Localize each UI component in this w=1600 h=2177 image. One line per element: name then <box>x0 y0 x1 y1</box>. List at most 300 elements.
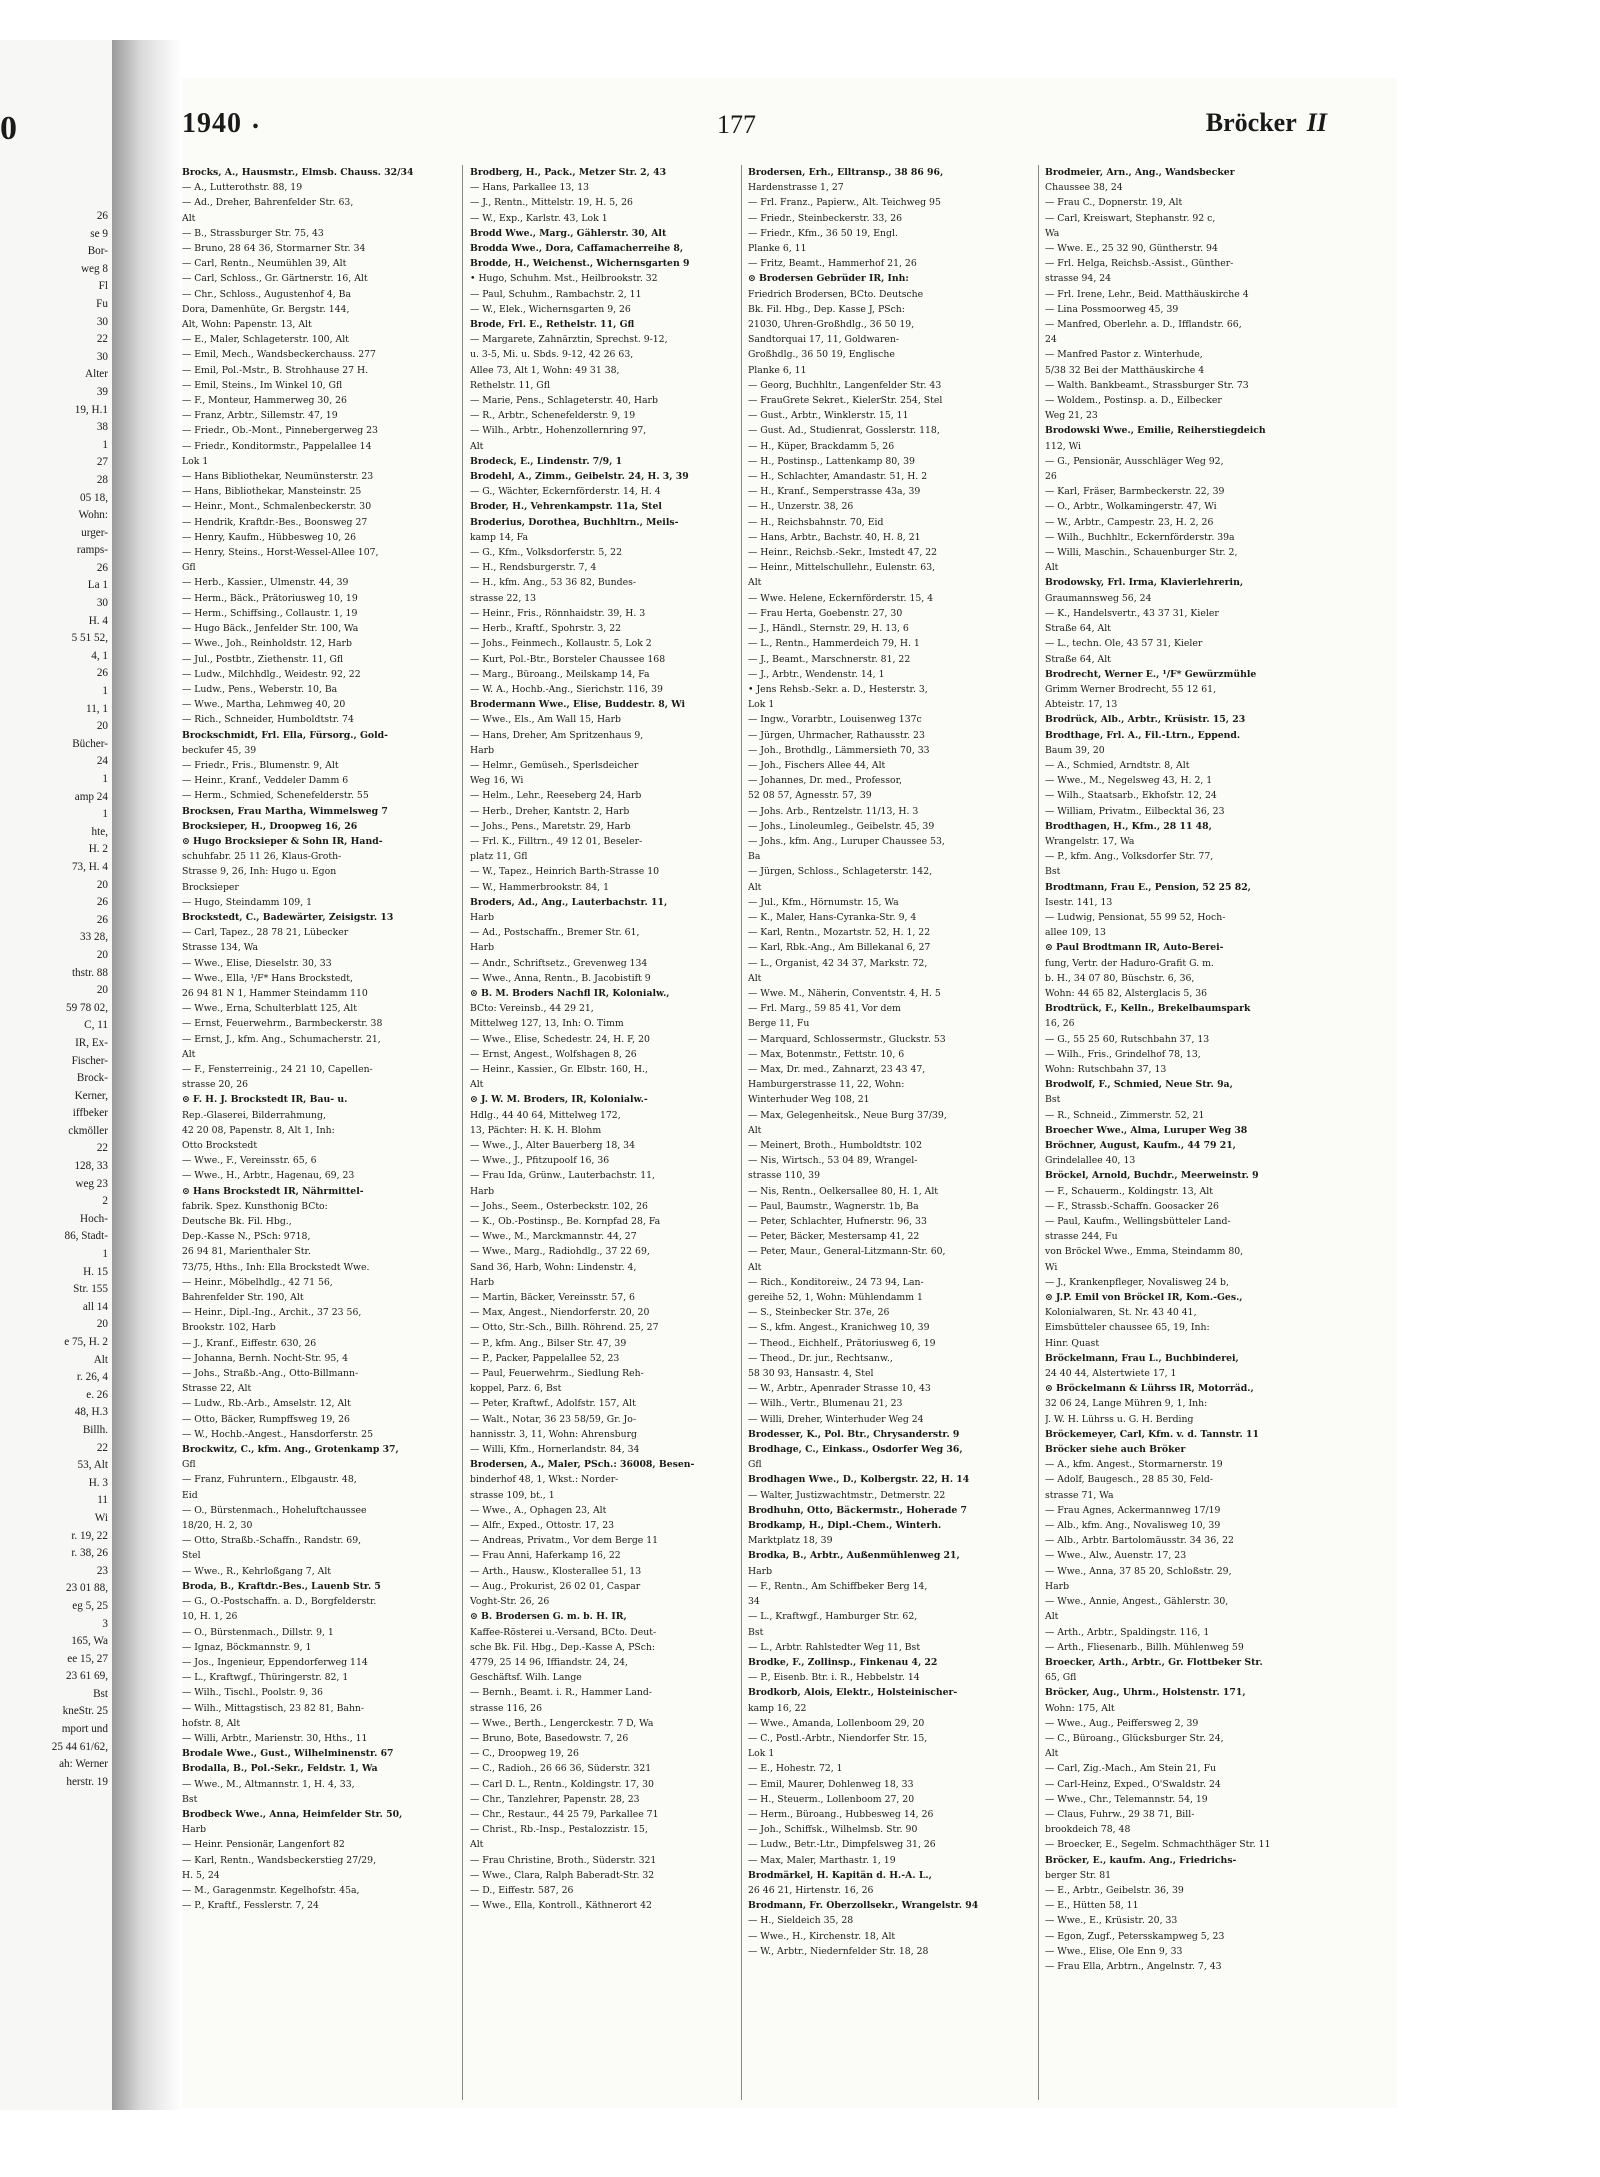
directory-entry-line: Alt <box>1045 1611 1059 1623</box>
directory-entry-line: — Herb., Kraftf., Spohrstr. 3, 22 <box>470 623 622 635</box>
directory-entry-line: 58 30 93, Hansastr. 4, Stel <box>748 1368 874 1380</box>
previous-page-line: Alter <box>85 368 108 381</box>
directory-entry-line: Strasse 134, Wa <box>182 942 259 954</box>
directory-entry-line: — F., Strassb.-Schaffn. Goosacker 26 <box>1045 1200 1219 1212</box>
directory-entry-line: Hdlg., 44 40 64, Mittelweg 172, <box>470 1109 621 1121</box>
directory-entry-line: — Henry, Steins., Horst-Wessel-Allee 107, <box>182 547 379 559</box>
directory-entry-line: Bst <box>748 1626 764 1638</box>
directory-entry-line: — Hugo, Steindamm 109, 1 <box>182 896 313 908</box>
previous-page-line: 30 <box>96 597 108 610</box>
directory-entry-line: — Johs., Seem., Osterbeckstr. 102, 26 <box>470 1200 648 1212</box>
directory-entry-line: Alt <box>748 577 762 589</box>
directory-entry-line: — W., Arbtr., Campestr. 23, H. 2, 26 <box>1045 516 1214 528</box>
directory-entry-line: — Paul, Schuhm., Rambachstr. 2, 11 <box>470 288 642 300</box>
directory-column-3 <box>748 165 1000 2100</box>
previous-page-line: 1 <box>102 1248 108 1261</box>
directory-entry-line: — Wwe., Els., Am Wall 15, Harb <box>470 714 621 726</box>
directory-entry-line: Brodkorb, Alois, Elektr., Holsteinischer- <box>748 1687 958 1699</box>
directory-entry-line: 26 94 81, Marienthaler Str. <box>182 1246 311 1258</box>
directory-entry-line: — S., Steinbecker Str. 37e, 26 <box>748 1307 890 1319</box>
directory-entry-line: — H., Kranf., Semperstrasse 43a, 39 <box>748 486 921 498</box>
directory-entry-line: Alt <box>748 1124 762 1136</box>
directory-entry-line: Lok 1 <box>182 455 209 467</box>
directory-entry-line: — Frau Ella, Arbtrn., Angelnstr. 7, 43 <box>1045 1960 1222 1972</box>
previous-page-line: Fu <box>96 297 108 310</box>
directory-entry-line: Abteistr. 17, 13 <box>1045 699 1118 711</box>
directory-entry-line: — A., Schmied, Arndtstr. 8, Alt <box>1045 759 1190 771</box>
directory-entry-line: Dora, Damenhüte, Gr. Bergstr. 144, <box>182 303 350 315</box>
page-year: 1940 <box>182 108 242 139</box>
directory-entry-line: — Ludw., Rb.-Arb., Amselstr. 12, Alt <box>182 1398 351 1410</box>
directory-entry-line: — Max, Maler, Marthastr. 1, 19 <box>748 1854 896 1866</box>
directory-entry-line: — Carl, Zig.-Mach., Am Stein 21, Fu <box>1045 1763 1217 1775</box>
directory-entry-line: Eimsbütteler chaussee 65, 19, Inh: <box>1045 1322 1210 1334</box>
directory-entry-line: — Claus, Fuhrw., 29 38 71, Bill- <box>1045 1808 1195 1820</box>
directory-entry-line: — Wilh., Arbtr., Hohenzollernring 97, <box>470 425 647 437</box>
directory-entry-line: Harb <box>470 744 495 756</box>
directory-entry-line: kamp 16, 22 <box>748 1702 807 1714</box>
directory-entry-line: — Ludw., Betr.-Ltr., Dimpfelsweg 31, 26 <box>748 1839 936 1851</box>
directory-entry-line: — Frl. Irene, Lehr., Beid. Matthäuskirche 4 <box>1045 288 1249 300</box>
directory-entry-line: — H., Reichsbahnstr. 70, Eid <box>748 516 884 528</box>
directory-entry-line: koppel, Parz. 6, Bst <box>470 1383 562 1395</box>
directory-entry-line: — C., Radioh., 26 66 36, Süderstr. 321 <box>470 1763 652 1775</box>
directory-entry-line: Alt <box>1045 562 1059 574</box>
directory-entry-line: — Ernst, Feuerwehrm., Barmbeckerstr. 38 <box>182 1018 383 1030</box>
directory-entry-line: Bröcker, E., kaufm. Ang., Friedrichs- <box>1045 1854 1237 1866</box>
directory-entry-line: — Carl D. L., Rentn., Koldingstr. 17, 30 <box>470 1778 654 1790</box>
directory-entry-line: — Friedr., Konditormstr., Pappelallee 14 <box>182 440 372 452</box>
directory-entry-line: — Marg., Büroang., Meilskamp 14, Fa <box>470 668 650 680</box>
previous-page-line: H. 3 <box>88 1476 108 1489</box>
directory-entry-line: — O., Bürstenmach., Hoheluftchaussee <box>182 1504 367 1516</box>
directory-entry-line: — H., Unzerstr. 38, 26 <box>748 501 854 513</box>
previous-page-line: 22 <box>96 1441 108 1454</box>
directory-entry-line: — Frl. K., Filltrn., 49 12 01, Beseler- <box>470 835 643 847</box>
directory-entry-line: — Johs., kfm. Ang., Luruper Chaussee 53, <box>748 835 945 847</box>
directory-entry-line: Brode, Frl. E., Rethelstr. 11, Gfl <box>470 319 635 331</box>
directory-entry-line: — Ad., Dreher, Bahrenfelder Str. 63, <box>182 197 354 209</box>
directory-entry-line: Brodke, F., Zollinsp., Finkenau 4, 22 <box>748 1656 938 1668</box>
previous-page-line: 26 <box>96 210 108 222</box>
directory-entry-line: Stel <box>182 1550 201 1562</box>
directory-entry-line: — Arth., Fliesenarb., Billh. Mühlenweg 59 <box>1045 1641 1244 1653</box>
previous-page-line: 1 <box>102 808 108 821</box>
previous-page-line: 5 51 52, <box>71 632 108 645</box>
directory-entry-line: — Aug., Prokurist, 26 02 01, Caspar <box>470 1580 641 1592</box>
previous-page-line: Str. 155 <box>73 1283 108 1296</box>
directory-entry-line: — Jürgen, Schloss., Schlageterstr. 142, <box>748 866 933 878</box>
directory-entry-line: — J., Beamt., Marschnerstr. 81, 22 <box>748 653 911 665</box>
directory-entry-line: Alt <box>748 972 762 984</box>
directory-entry-line: Brodhage, C., Einkass., Osdorfer Weg 36, <box>748 1444 963 1456</box>
directory-entry-line: Brodersen, A., Maler, PSch.: 36008, Besen- <box>470 1459 695 1471</box>
directory-entry-line: — Alb., Arbtr. Bartolomäusstr. 34 36, 22 <box>1045 1535 1234 1547</box>
directory-column-2 <box>470 165 722 2100</box>
directory-entry-line: ⊙ B. Brodersen G. m. b. H. IR, <box>470 1611 627 1623</box>
directory-entry-line: ⊙ Hans Brockstedt IR, Nährmittel- <box>182 1185 364 1197</box>
directory-entry-line: Brookstr. 102, Harb <box>182 1322 276 1334</box>
directory-entry-line: Planke 6, 11 <box>748 243 807 255</box>
previous-page-line: Hoch- <box>80 1212 108 1225</box>
directory-entry-line: Harb <box>470 911 495 923</box>
directory-entry-line: — Margarete, Zahnärztin, Sprechst. 9-12, <box>470 334 668 346</box>
directory-entry-line: — F., Fensterreinig., 24 21 10, Capellen- <box>182 1063 373 1075</box>
directory-entry-line: — K., Ob.-Postinsp., Be. Kornpfad 28, Fa <box>470 1216 661 1228</box>
directory-entry-line: 4779, 25 14 96, Iffiandstr. 24, 24, <box>470 1656 628 1668</box>
directory-entry-line: — Frl. Helga, Reichsb.-Assist., Günther- <box>1045 258 1234 270</box>
directory-entry-line: — Frau Anni, Haferkamp 16, 22 <box>470 1550 621 1562</box>
directory-entry-line: Gfl <box>182 562 196 574</box>
directory-entry-line: — Paul, Feuerwehrm., Siedlung Reh- <box>470 1368 644 1380</box>
previous-page-line: Wi <box>94 1511 108 1524</box>
previous-page-line: 11, 1 <box>86 702 108 715</box>
previous-page-line: Alt <box>93 1353 108 1366</box>
previous-page-line: 23 61 69, <box>66 1670 108 1683</box>
directory-entry-line: Harb <box>470 1276 495 1288</box>
directory-entry-line: Alt <box>182 1048 196 1060</box>
directory-entry-line: — R., Schneid., Zimmerstr. 52, 21 <box>1045 1109 1205 1121</box>
previous-page-line: 26 <box>96 561 108 574</box>
directory-entry-line: — L., Rentn., Hammerdeich 79, H. 1 <box>748 638 920 650</box>
directory-entry-line: — Joh., Fischers Allee 44, Alt <box>748 759 886 771</box>
directory-entry-line: u. 3-5, Mi. u. Sbds. 9-12, 42 26 63, <box>470 349 634 361</box>
directory-entry-line: — W., Elek., Wichernsgarten 9, 26 <box>470 303 631 315</box>
previous-page-line: 11 <box>97 1494 108 1507</box>
previous-page-line: Bst <box>93 1687 108 1700</box>
directory-entry-line: — Wwe., Elise, Schedestr. 24, H. F, 20 <box>470 1033 650 1045</box>
directory-entry-line: — Johs., Linoleumleg., Geibelstr. 45, 39 <box>748 820 935 832</box>
directory-entry-line: Rep.-Glaserei, Bilderrahmung, <box>182 1109 326 1121</box>
directory-entry-line: — Hans, Parkallee 13, 13 <box>470 182 590 194</box>
directory-entry-line: — H., Küper, Brackdamm 5, 26 <box>748 440 895 452</box>
previous-page-line: e 75, H. 2 <box>64 1336 108 1348</box>
directory-entry-line: — Heinr., Kranf., Veddeler Damm 6 <box>182 775 349 787</box>
directory-entry-line: 73/75, Hths., Inh: Ella Brockstedt Wwe. <box>182 1261 370 1273</box>
directory-entry-line: Brodhuhn, Otto, Bäckermstr., Hoherade 7 <box>748 1504 967 1516</box>
directory-entry-line: Großhdlg., 36 50 19, Englische <box>748 349 895 361</box>
directory-entry-line: • Jens Rehsb.-Sekr. a. D., Hesterstr. 3, <box>748 683 928 695</box>
directory-entry-line: — Marie, Pens., Schlageterstr. 40, Harb <box>470 395 658 407</box>
directory-entry-line: 34 <box>748 1596 760 1608</box>
directory-entry-line: — Paul, Baumstr., Wagnerstr. 1b, Ba <box>748 1200 919 1212</box>
directory-entry-line: Chaussee 38, 24 <box>1045 182 1123 194</box>
previous-page-line: C, 11 <box>84 1019 108 1032</box>
directory-entry-line: — Wwe., M., Altmannstr. 1, H. 4, 33, <box>182 1778 355 1790</box>
previous-page-line: Kerner, <box>74 1089 108 1102</box>
directory-entry-line: — Walt., Notar, 36 23 58/59, Gr. Jo- <box>470 1413 636 1425</box>
directory-entry-line: brookdeich 78, 48 <box>1045 1824 1131 1836</box>
directory-entry-line: Brodda Wwe., Dora, Caffamacherreihe 8, <box>470 243 684 255</box>
directory-entry-line: Bröckel, Arnold, Buchdr., Meerweinstr. 9 <box>1045 1170 1259 1182</box>
directory-entry-line: Wohn: 44 65 82, Alsterglacis 5, 36 <box>1045 987 1208 999</box>
directory-entry-line: — Karl, Rbk.-Ang., Am Billekanal 6, 27 <box>748 942 931 954</box>
directory-entry-line: Bahrenfelder Str. 190, Alt <box>182 1292 304 1304</box>
directory-entry-line: schuhfabr. 25 11 26, Klaus-Groth- <box>182 851 342 863</box>
directory-entry-line: — P., kfm. Ang., Bilser Str. 47, 39 <box>470 1337 627 1349</box>
previous-page-line: ckmöller <box>68 1124 108 1137</box>
directory-entry-line: — Meinert, Broth., Humboldtstr. 102 <box>748 1140 922 1151</box>
directory-entry-line: 26 94 81 N 1, Hammer Steindamm 110 <box>182 987 368 999</box>
directory-entry-line: — Willi, Arbtr., Marienstr. 30, Hths., 11 <box>182 1732 368 1744</box>
previous-page-line: 48, H.3 <box>74 1406 108 1419</box>
directory-entry-line: — Carl, Tapez., 28 78 21, Lübecker <box>182 927 349 939</box>
directory-entry-line: Weg 21, 23 <box>1045 410 1098 422</box>
directory-entry-line: — C., Büroang., Glücksburger Str. 24, <box>1045 1732 1224 1744</box>
directory-entry-line: — Jul., Postbtr., Ziethenstr. 11, Gfl <box>182 653 344 665</box>
previous-page-line: 05 18, <box>80 491 108 504</box>
directory-entry-line: — Wwe., Chr., Telemannstr. 54, 19 <box>1045 1793 1208 1805</box>
directory-entry-line: — J., Arbtr., Wendenstr. 14, 1 <box>748 668 885 680</box>
previous-page-line: H. 4 <box>88 614 108 627</box>
directory-entry-line: Weg 16, Wi <box>470 775 524 787</box>
directory-entry-line: — Karl, Fräser, Barmbeckerstr. 22, 39 <box>1045 486 1225 498</box>
directory-entry-line: Broda, B., Kraftdr.-Bes., Lauenb Str. 5 <box>182 1580 381 1592</box>
previous-page-line: all 14 <box>82 1300 108 1313</box>
directory-entry-line: Harb <box>1045 1580 1070 1592</box>
directory-entry-line: — Egon, Zugf., Petersskampweg 5, 23 <box>1045 1930 1225 1942</box>
directory-entry-line: — Wwe., Anna, 37 85 20, Schloßstr. 29, <box>1045 1565 1232 1577</box>
directory-entry-line: Berge 11, Fu <box>748 1018 810 1030</box>
directory-entry-line: Brodalla, B., Pol.-Sekr., Feldstr. 1, Wa <box>182 1763 378 1775</box>
directory-entry-line: Bk. Fil. Hbg., Dep. Kasse J, PSch: <box>748 303 905 315</box>
previous-page-line: 26 <box>96 896 108 909</box>
directory-entry-line: Brodberg, H., Pack., Metzer Str. 2, 43 <box>470 167 667 178</box>
directory-entry-line: — Martin, Bäcker, Vereinsstr. 57, 6 <box>470 1292 635 1304</box>
directory-entry-line: Brodde, H., Weichenst., Wichernsgarten 9 <box>470 258 690 270</box>
directory-entry-line: — J., Rentn., Mittelstr. 19, H. 5, 26 <box>470 197 633 209</box>
previous-page-line: 23 <box>96 1564 108 1577</box>
directory-entry-line: Grimm Werner Brodrecht, 55 12 61, <box>1045 683 1217 695</box>
previous-page-line: 59 78 02, <box>66 1001 108 1014</box>
previous-page-line: 20 <box>96 878 108 891</box>
directory-entry-line: — E., Maler, Schlageterstr. 100, Alt <box>182 334 349 346</box>
directory-entry-line: 18/20, H. 2, 30 <box>182 1520 253 1532</box>
directory-entry-line: Gfl <box>748 1459 762 1471</box>
directory-entry-line: — W., Arbtr., Apenrader Strasse 10, 43 <box>748 1383 931 1395</box>
directory-entry-line: — Wwe. Helene, Eckernförderstr. 15, 4 <box>748 592 934 604</box>
directory-entry-line: — K., Handelsvertr., 43 37 31, Kieler <box>1045 607 1219 619</box>
directory-entry-line: Lok 1 <box>748 699 775 711</box>
directory-entry-line: Alt <box>470 440 484 452</box>
previous-page-line: ramps- <box>76 544 108 557</box>
directory-entry-line: — Andr., Schriftsetz., Grevenweg 134 <box>470 957 648 969</box>
directory-entry-line: — Friedr., Ob.-Mont., Pinnebergerweg 23 <box>182 425 378 437</box>
directory-entry-line: — Ingw., Vorarbtr., Louisenweg 137c <box>748 714 922 726</box>
directory-entry-line: Brockschmidt, Frl. Ella, Fürsorg., Gold- <box>182 729 389 741</box>
directory-entry-line: Bst <box>1045 866 1061 878</box>
previous-page-line: 27 <box>96 456 108 469</box>
directory-entry-line: Brodowsky, Frl. Irma, Klavierlehrerin, <box>1045 577 1244 589</box>
directory-entry-line: — Frl. Marg., 59 85 41, Vor dem <box>748 1003 901 1015</box>
previous-page-line: 73, H. 4 <box>71 860 108 873</box>
directory-entry-line: berger Str. 81 <box>1045 1869 1112 1881</box>
previous-page-line: amp 24 <box>74 790 108 803</box>
previous-page-line: r. 19, 22 <box>71 1529 108 1542</box>
directory-entry-line: — M., Garagenmstr. Kegelhofstr. 45a, <box>182 1884 360 1896</box>
directory-entry-line: — Carl-Heinz, Exped., O'Swaldstr. 24 <box>1045 1778 1221 1790</box>
directory-entry-line: — Hendrik, Kraftdr.-Bes., Boonsweg 27 <box>182 516 368 528</box>
directory-entry-line: — C., Postl.-Arbtr., Niendorfer Str. 15, <box>748 1732 928 1744</box>
previous-page-line: iffbeker <box>72 1107 108 1120</box>
directory-entry-line: — Otto, Straßb.-Schaffn., Randstr. 69, <box>182 1535 362 1547</box>
directory-entry-line: — Chr., Tanzlehrer, Papenstr. 28, 23 <box>470 1793 640 1805</box>
directory-entry-line: — Herm., Schiffsing., Collaustr. 1, 19 <box>182 607 358 619</box>
previous-page-line: 1 <box>102 685 108 698</box>
directory-entry-line: strasse 116, 26 <box>470 1702 542 1714</box>
directory-entry-line: strasse 20, 26 <box>182 1079 249 1091</box>
directory-entry-line: Brodowski Wwe., Emilie, Reiherstiegdeich <box>1045 425 1266 437</box>
directory-entry-line: Harb <box>470 942 495 954</box>
directory-entry-line: — H., Rendsburgerstr. 7, 4 <box>470 562 597 574</box>
directory-entry-line: — Wwe., Erna, Schulterblatt 125, Alt <box>182 1003 357 1015</box>
directory-entry-line: — Emil, Maurer, Dohlenweg 18, 33 <box>748 1778 914 1790</box>
directory-entry-line: — P., Eisenb. Btr. i. R., Hebbelstr. 14 <box>748 1672 920 1684</box>
directory-entry-line: 5/38 32 Bei der Matthäuskirche 4 <box>1045 364 1205 376</box>
directory-entry-line: Wrangelstr. 17, Wa <box>1045 835 1135 847</box>
directory-entry-line: — W., Tapez., Heinrich Barth-Strasse 10 <box>470 866 660 878</box>
directory-entry-line: — Joh., Brothdlg., Lämmersieth 70, 33 <box>748 744 930 756</box>
directory-entry-line: — Frau Herta, Goebenstr. 27, 30 <box>748 607 903 619</box>
previous-page-line: se 9 <box>90 227 108 240</box>
directory-entry-line: fabrik. Spez. Kunsthonig BCto: <box>182 1200 328 1212</box>
directory-entry-line: Wohn: 175, Alt <box>1045 1702 1115 1714</box>
directory-entry-line: Allee 73, Alt 1, Wohn: 49 31 38, <box>470 364 620 376</box>
previous-page-line: 22 <box>96 333 108 346</box>
directory-entry-line: — Gust., Arbtr., Winklerstr. 15, 11 <box>748 410 909 422</box>
directory-entry-line: Wohn: Rutschbahn 37, 13 <box>1045 1063 1167 1075</box>
directory-entry-line: Harb <box>182 1824 207 1836</box>
directory-entry-line: 26 46 21, Hirtenstr. 16, 26 <box>748 1884 874 1896</box>
directory-entry-line: — Wwe. M., Näherin, Conventstr. 4, H. 5 <box>748 987 941 999</box>
directory-entry-line: 42 20 08, Papenstr. 8, Alt 1, Inh: <box>182 1124 335 1136</box>
directory-entry-line: — K., Maler, Hans-Cyranka-Str. 9, 4 <box>748 911 917 923</box>
directory-entry-line: — L., techn. Ole, 43 57 31, Kieler <box>1045 638 1203 650</box>
directory-entry-line: — Wwe., H., Arbtr., Hagenau, 69, 23 <box>182 1170 355 1182</box>
directory-entry-line: — J., Kranf., Eiffestr. 630, 26 <box>182 1337 317 1349</box>
directory-entry-line: von Bröckel Wwe., Emma, Steindamm 80, <box>1045 1246 1244 1258</box>
directory-entry-line: Kaffee-Rösterei u.-Versand, BCto. Deut- <box>470 1626 657 1638</box>
directory-entry-line: — G., Wächter, Eckernförderstr. 14, H. 4 <box>470 486 661 498</box>
directory-entry-line: Grindelallee 40, 13 <box>1045 1155 1136 1167</box>
directory-entry-line: Gfl <box>182 1459 196 1471</box>
directory-entry-line: Sand 36, Harb, Wohn: Lindenstr. 4, <box>470 1261 637 1273</box>
directory-entry-line: Strasse 9, 26, Inh: Hugo u. Egon <box>182 866 337 878</box>
directory-entry-line: — Alfr., Exped., Ottostr. 17, 23 <box>470 1520 615 1532</box>
directory-entry-line: — Carl, Schloss., Gr. Gärtnerstr. 16, Alt <box>182 273 368 285</box>
directory-entry-line: — Johanna, Bernh. Nocht-Str. 95, 4 <box>182 1352 349 1364</box>
directory-entry-line: — Wilh., Tischl., Poolstr. 9, 36 <box>182 1687 323 1699</box>
directory-entry-line: Graumannsweg 56, 24 <box>1045 592 1152 604</box>
directory-entry-line: — Wwe., J., Pfitzupoolf 16, 36 <box>470 1155 610 1167</box>
directory-entry-line: Hamburgerstrasse 11, 22, Wohn: <box>748 1079 905 1091</box>
directory-entry-line: — Wilh., Buchhltr., Eckernförderstr. 39a <box>1045 531 1235 543</box>
directory-entry-line: — Wwe., Annie, Angest., Gählerstr. 30, <box>1045 1596 1229 1608</box>
previous-page-line: 33 28, <box>80 931 108 944</box>
directory-entry-line: Eid <box>182 1489 198 1501</box>
directory-entry-line: Brodthage, Frl. A., Fil.-Ltrn., Eppend. <box>1045 729 1241 741</box>
directory-entry-line: — Helmr., Gemüseh., Sperlsdeicher <box>470 759 639 771</box>
directory-entry-line: sche Bk. Fil. Hbg., Dep.-Kasse A, PSch: <box>470 1641 656 1653</box>
directory-entry-line: Friedrich Brodersen, BCto. Deutsche <box>748 288 924 300</box>
year-separator: . <box>252 104 259 135</box>
directory-entry-line: — Wwe., Joh., Reinholdstr. 12, Harb <box>182 638 352 650</box>
directory-entry-line: 10, H. 1, 26 <box>182 1611 238 1623</box>
directory-entry-line: strasse 244, Fu <box>1045 1231 1118 1243</box>
directory-entry-line: — Alb., kfm. Ang., Novalisweg 10, 39 <box>1045 1520 1221 1532</box>
directory-entry-line: — Ignaz, Böckmannstr. 9, 1 <box>182 1641 312 1653</box>
directory-entry-line: — FrauGrete Sekret., KielerStr. 254, Stel <box>748 395 943 407</box>
directory-entry-line: — L., Organist, 42 34 37, Markstr. 72, <box>748 957 928 969</box>
directory-entry-line: — Wwe., M., Marckmannstr. 44, 27 <box>470 1231 637 1243</box>
directory-entry-line: binderhof 48, 1, Wkst.: Norder- <box>470 1474 619 1486</box>
previous-page-line: 4, 1 <box>91 649 108 662</box>
directory-entry-line: Baum 39, 20 <box>1045 744 1105 756</box>
previous-page-line: 20 <box>96 948 108 961</box>
directory-entry-line: hannisstr. 3, 11, Wohn: Ahrensburg <box>470 1428 637 1440</box>
directory-entry-line: — Emil, Mech., Wandsbeckerchauss. 277 <box>182 349 376 361</box>
directory-entry-line: — Wwe., Ella, Kontroll., Käthnerort 42 <box>470 1900 652 1912</box>
previous-page-line: 30 <box>96 350 108 363</box>
directory-entry-line: Alt <box>182 212 196 224</box>
directory-entry-line: — Wwe., Elise, Ole Enn 9, 33 <box>1045 1945 1183 1957</box>
directory-entry-line: — R., Arbtr., Schenefelderstr. 9, 19 <box>470 410 636 422</box>
directory-entry-line: — Lina Possmoorweg 45, 39 <box>1045 303 1179 315</box>
directory-entry-line: Harb <box>470 1185 495 1197</box>
directory-entry-line: Bst <box>182 1793 198 1805</box>
directory-entry-line: beckufer 45, 39 <box>182 744 257 756</box>
directory-entry-line: Broderius, Dorothea, Buchhltrn., Meils- <box>470 516 679 528</box>
directory-entry-line: Wa <box>1045 227 1060 239</box>
previous-page-line: 39 <box>96 385 108 398</box>
previous-page-line: 53, Alt <box>77 1459 108 1472</box>
directory-entry-line: — Max, Angest., Niendorferstr. 20, 20 <box>470 1307 650 1319</box>
directory-entry-line: — Nis, Wirtsch., 53 04 89, Wrangel- <box>748 1155 918 1167</box>
directory-entry-line: 13, Pächter: H. K. H. Blohm <box>470 1124 602 1136</box>
directory-entry-line: — William, Privatm., Eilbecktal 36, 23 <box>1045 805 1225 817</box>
directory-entry-line: — Hans, Dreher, Am Spritzenhaus 9, <box>470 729 644 741</box>
directory-entry-line: — Johs., Pens., Maretstr. 29, Harb <box>470 820 631 832</box>
directory-entry-line: strasse 109, bt., 1 <box>470 1489 555 1501</box>
previous-page-line: H. 15 <box>83 1265 108 1278</box>
directory-entry-line: — Frau Ida, Grünw., Lauterbachstr. 11, <box>470 1170 655 1182</box>
directory-entry-line: — Peter, Kraftwf., Adolfstr. 157, Alt <box>470 1398 636 1410</box>
directory-entry-line: — Wwe., Martha, Lehmweg 40, 20 <box>182 699 346 711</box>
directory-entry-line: — P., Kraftf., Fesslerstr. 7, 24 <box>182 1900 319 1912</box>
directory-entry-line: — Carl, Rentn., Neumühlen 39, Alt <box>182 258 347 270</box>
directory-entry-line: — H., Steuerm., Lollenboom 27, 20 <box>748 1793 915 1805</box>
previous-page-line: 28 <box>96 473 108 486</box>
previous-page-text <box>2 208 108 1791</box>
directory-entry-line: Alt <box>748 881 762 893</box>
directory-entry-line: — Georg, Buchhltr., Langenfelder Str. 43 <box>748 379 942 391</box>
directory-entry-line: — W., Hammerbrookstr. 84, 1 <box>470 881 609 893</box>
directory-entry-line: Brodrecht, Werner E., ¹/F* Gewürzmühle <box>1045 668 1257 680</box>
directory-entry-line: — Wwe., Marg., Radiohdlg., 37 22 69, <box>470 1246 650 1258</box>
directory-entry-line: platz 11, Gfl <box>470 851 528 863</box>
previous-page-line: herstr. 19 <box>66 1775 108 1788</box>
directory-entry-line: — Jul., Kfm., Hörnumstr. 15, Wa <box>748 896 899 908</box>
directory-entry-line: Deutsche Bk. Fil. Hbg., <box>182 1216 292 1228</box>
directory-entry-line: — Willi, Dreher, Winterhuder Weg 24 <box>748 1413 924 1425</box>
directory-entry-line: — Theod., Dr. jur., Rechtsanw., <box>748 1352 893 1364</box>
directory-entry-line: Rethelstr. 11, Gfl <box>470 379 550 391</box>
directory-entry-line: Broder, H., Vehrenkampstr. 11a, Stel <box>470 501 662 513</box>
directory-entry-line: — Hans, Arbtr., Bachstr. 40, H. 8, 21 <box>748 531 921 543</box>
directory-entry-line: — Franz, Fuhruntern., Elbgaustr. 48, <box>182 1474 357 1486</box>
directory-entry-line: Bst <box>1045 1094 1061 1106</box>
directory-entry-line: — Arth., Hausw., Klosterallee 51, 13 <box>470 1565 642 1577</box>
